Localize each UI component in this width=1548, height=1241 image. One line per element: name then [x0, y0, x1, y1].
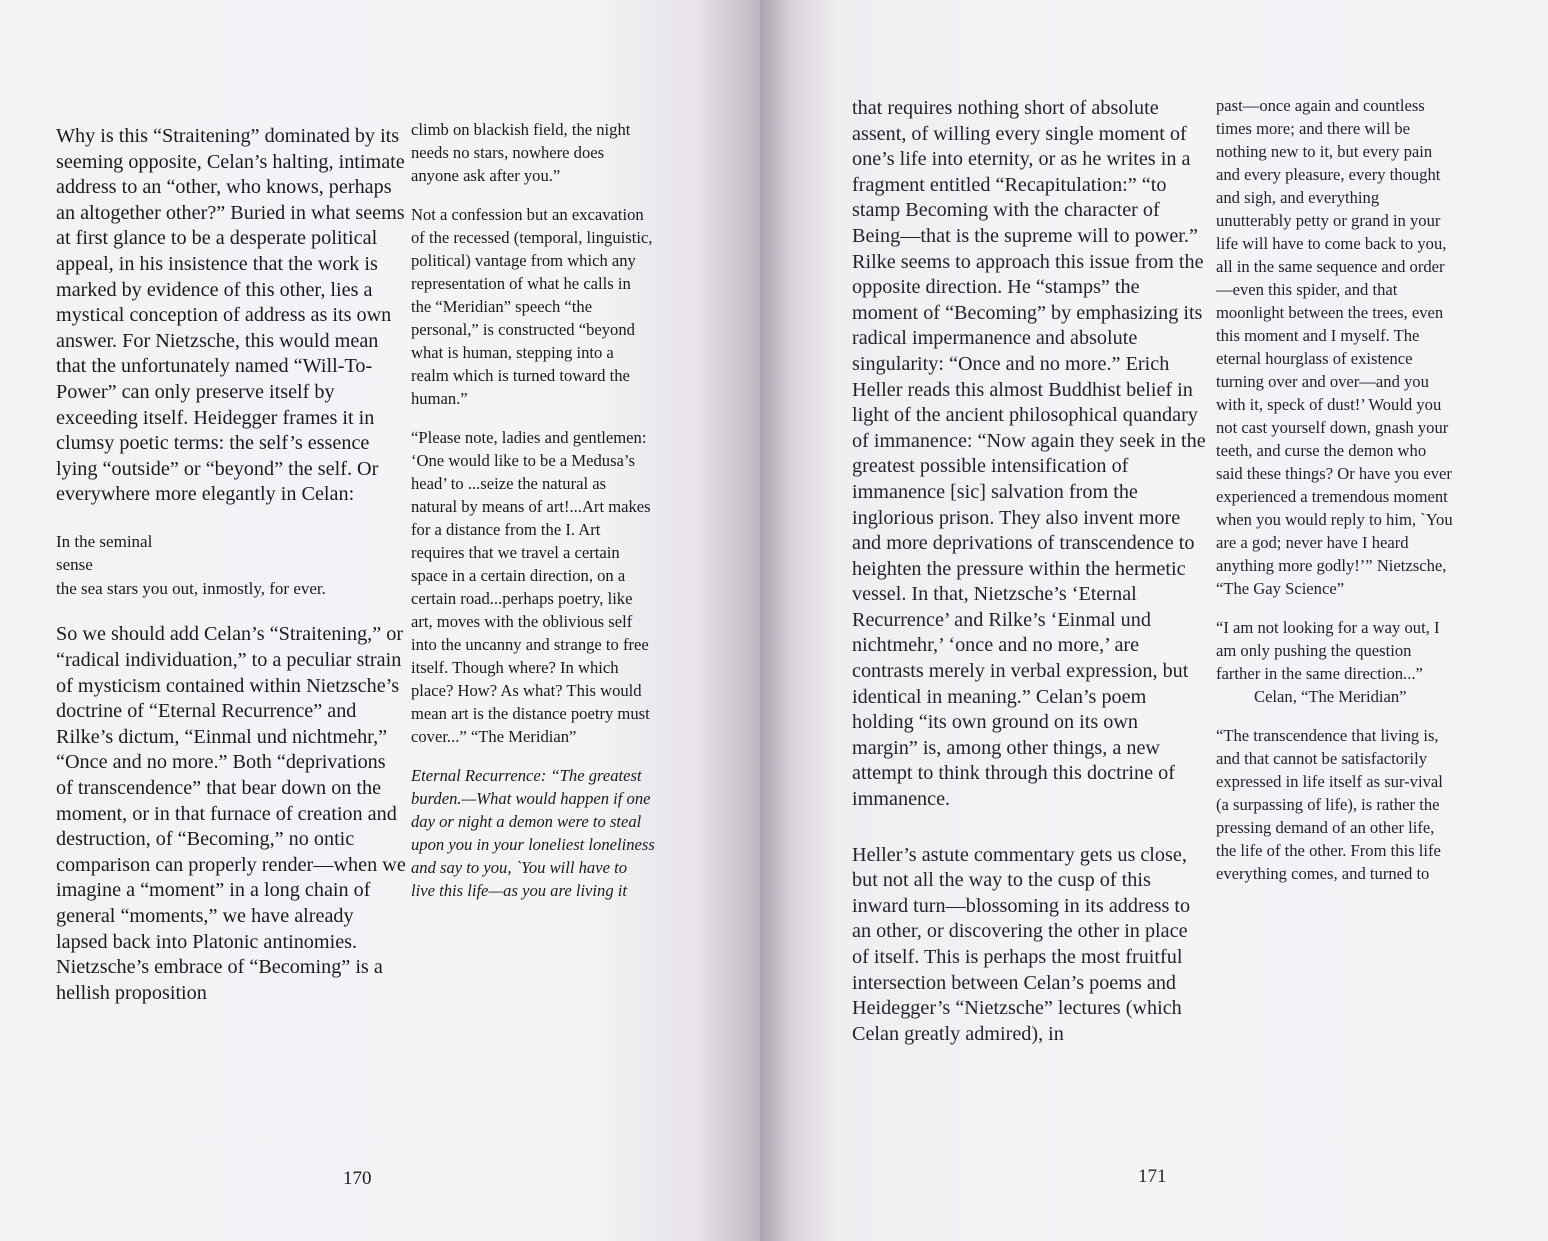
right-side-column	[1216, 94, 1454, 885]
left-main-column	[56, 124, 406, 1006]
side-note: “I am not looking for a way out, I am only pushing the question farther in the same direction...”	[1216, 618, 1440, 683]
side-note: Not a confession but an excavation of the recessed (temporal, linguistic, political) vantage from which any representation of what he calls in the “Meridian” speech “the personal,” is constructed “beyond what is human, stepping into a realm which is turned toward the human.”	[411, 205, 653, 408]
page-number-right: 171	[1138, 1166, 1167, 1187]
left-main-paragraph-2: So we should add Celan’s “Straitening,” or “radical individuation,” to a peculiar strain of mysticism contained within Nietzsche’s doctrine of “Eternal Recurrence” and Rilke’s dictum, “Einmal und nichtmehr,” “Once and no more.” Both “deprivations of transcendence” that bear down on the moment, or in that furnace of creation and destruction, of “Becoming,” no ontic comparison can properly render—when we imagine a “moment” in a long chain of general “moments,” we have already lapsed back into Platonic antinomies. Nietzsche’s embrace of “Becoming” is a hellish proposition	[56, 623, 406, 1004]
poem-line: sense	[56, 555, 93, 575]
right-main-paragraph-1: that requires nothing short of absolute assent, of willing every single moment of one’s life into eternity, or as he writes in a fragment entitled “Recapitulation:” “to stamp Becoming with the character of Being—that is the supreme will to power.” Rilke seems to approach this issue from the opposite direction. He “stamps” the moment of “Becoming” by emphasizing its radical impermanence and absolute singularity: “Once and no more.” Erich Heller reads this almost Buddhist belief in light of the ancient philosophical quandary of immanence: “Now again they seek in the greatest possible intensification of immanence [sic] salvation from the inglorious prison. They also invent more and more deprivations of transcendence to heighten the pressure within the hermetic vessel. In that, Nietzsche’s ‘Eternal Recurrence’ and Rilke’s ‘Einmal und nichtmehr,’ ‘once and no more,’ are contrasts merely in verbal expression, but identical in meaning.” Celan’s poem holding “its own ground on its own margin” is, among other things, a new attempt to think through this doctrine of immanence.	[852, 97, 1206, 811]
page-number-left: 170	[343, 1168, 372, 1189]
right-main-column	[852, 96, 1206, 1047]
side-note: “The transcendence that living is, and that cannot be satisfactorily expressed in life itself as sur-vival (a surpassing of life), is rather the pressing demand of an other life, the life of the other. From this life everything comes, and turned to	[1216, 726, 1443, 883]
side-note: climb on blackish field, the night needs no stars, nowhere does anyone ask after you.”	[411, 120, 631, 185]
poem-line: In the seminal	[56, 531, 153, 551]
left-main-paragraph-1: Why is this “Straitening” dominated by its seeming opposite, Celan’s halting, intimate address to an “other, who knows, perhaps an altogether other?” Buried in what seems at first glance to be a desperate political appeal, in his insistence that the work is marked by evidence of this other, lies a mystical conception of address as its own answer. For Nietzsche, this would mean that the unfortunately named “Will-To-Power” can only preserve itself by exceeding itself. Heidegger frames it in clumsy poetic terms: the self’s essence lying “outside” or “beyond” the self. Or everywhere more elegantly in Celan:	[56, 125, 405, 506]
left-page	[0, 0, 760, 1241]
poem-quote	[56, 530, 406, 601]
side-note: “Please note, ladies and gentlemen: ‘One would like to be a Medusa’s head’ to ...seize the natural as natural by means of art!...Art makes for a distance from the I. Art requires that we travel a certain space in a certain direction, on a certain road...perhaps poetry, like art, moves with the oblivious self into the uncanny and strange to free itself. Though where? In which place? How? As what? This would mean art is the distance poetry must cover...” “The Meridian”	[411, 428, 651, 746]
poem-line: the sea stars you out, inmostly, for ever.	[56, 578, 326, 598]
right-page	[760, 0, 1548, 1241]
side-note-attribution: Celan, “The Meridian”	[1254, 687, 1407, 706]
side-note: past—once again and countless times more; and there will be nothing new to it, but every pain and every pleasure, every thought and sigh, and everything unutterably petty or grand in your life will have to come back to you, all in the same sequence and order—even this spider, and that moonlight between the trees, even this moment and I myself. The eternal hourglass of existence turning over and over—and you with it, speck of dust!’ Would you not cast yourself down, gnash your teeth, and curse the demon who said these things? Or have you ever experienced a tremendous moment when you would reply to him, `You are a god; never have I heard anything more godly!’” Nietzsche, “The Gay Science”	[1216, 96, 1453, 598]
right-main-paragraph-2: Heller’s astute commentary gets us close, but not all the way to the cusp of this inward turn—blossoming in its address to an other, or discovering the other in place of itself. This is perhaps the most fruitful intersection between Celan’s poems and Heidegger’s “Nietzsche” lectures (which Celan greatly admired), in	[852, 843, 1191, 1045]
side-note: Eternal Recurrence: “The greatest burden.—What would happen if one day or night a demon were to steal upon you in your loneliest loneliness and say to you, `You will have to live this life—as you are living it	[411, 766, 655, 900]
left-side-column	[411, 118, 655, 902]
